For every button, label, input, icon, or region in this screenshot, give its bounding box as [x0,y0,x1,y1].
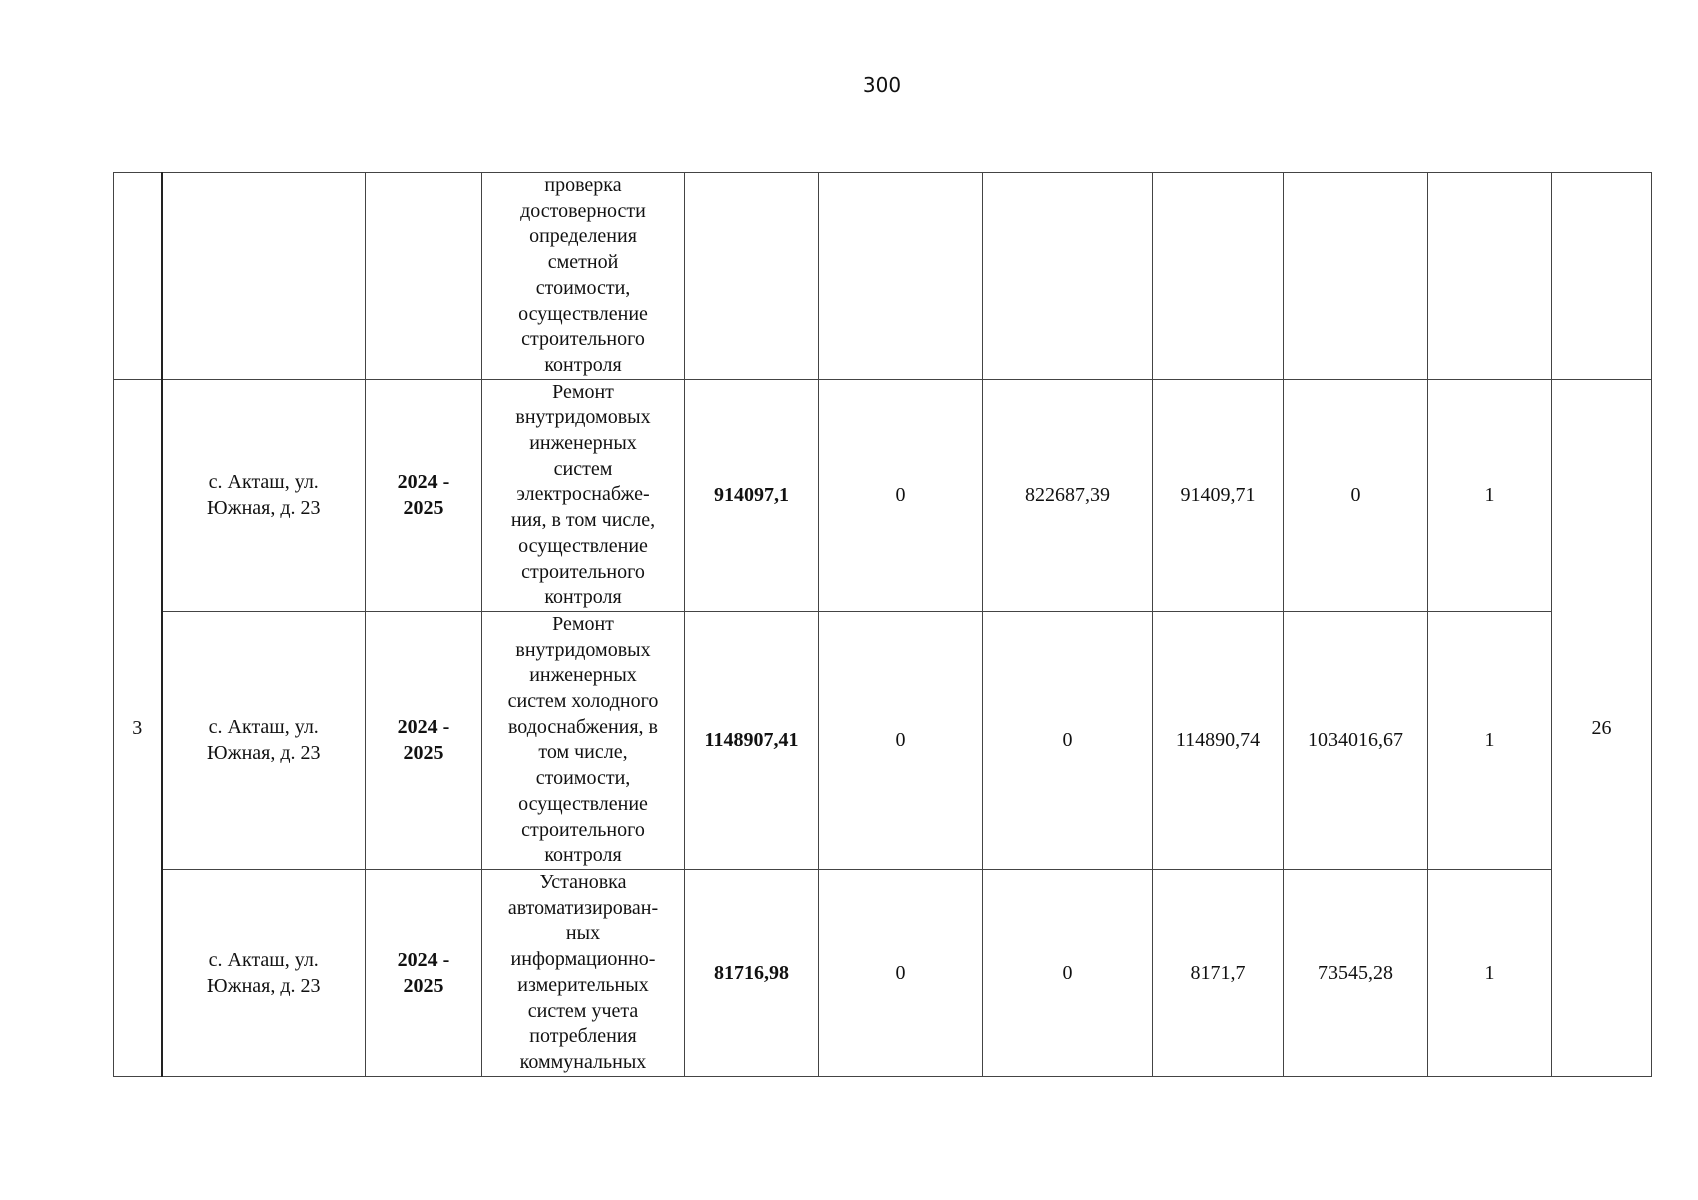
index-cell-empty [114,173,162,380]
col9-cell: 1 [1428,611,1552,869]
col6-cell: 822687,39 [983,379,1153,611]
period-cell: 2024 - 2025 [366,379,482,611]
total-cell-empty [1552,173,1652,380]
col9-cell: 1 [1428,379,1552,611]
address-cell-empty [162,173,366,380]
description-cell: Ремонт внутридомовых инженерных систем электроснабже- ния, в том числе, осуществление строительного контроля [482,379,685,611]
col9-cell-empty [1428,173,1552,380]
period-cell: 2024 - 2025 [366,611,482,869]
col7-cell: 91409,71 [1153,379,1284,611]
address-cell: с. Акташ, ул. Южная, д. 23 [162,869,366,1076]
row-index: 3 [114,379,162,1076]
table-row [114,611,1652,869]
period-cell: 2024 - 2025 [366,869,482,1076]
period-cell-empty [366,173,482,380]
description-text: проверка достоверности определения сметной стоимости, осуществление строительного контроля [518,174,648,376]
table-row [114,869,1652,1076]
program-table [113,172,1652,1077]
col7-cell: 114890,74 [1153,611,1284,869]
col8-cell: 1034016,67 [1284,611,1428,869]
amount-cell: 1148907,41 [685,611,819,869]
col6-cell: 0 [983,869,1153,1076]
col5-cell: 0 [819,611,983,869]
amount-cell: 81716,98 [685,869,819,1076]
col7-cell-empty [1153,173,1284,380]
col9-cell: 1 [1428,869,1552,1076]
description-cell: Ремонт внутридомовых инженерных систем холодного водоснабжения, в том числе, стоимости, осуществление строительного контроля [482,611,685,869]
amount-cell: 914097,1 [685,379,819,611]
col5-cell: 0 [819,379,983,611]
col7-cell: 8171,7 [1153,869,1284,1076]
col6-cell-empty [983,173,1153,380]
col6-cell: 0 [983,611,1153,869]
description-cell: Установка автоматизирован- ных информационно- измерительных систем учета потребления коммунальных [482,869,685,1076]
col5-cell-empty [819,173,983,380]
col8-cell: 0 [1284,379,1428,611]
table-row [114,379,1652,611]
col5-cell: 0 [819,869,983,1076]
address-cell: с. Акташ, ул. Южная, д. 23 [162,611,366,869]
page-number: 300 [862,73,902,97]
total-cell: 26 [1552,379,1652,1076]
col8-cell-empty [1284,173,1428,380]
address-cell: с. Акташ, ул. Южная, д. 23 [162,379,366,611]
col8-cell: 73545,28 [1284,869,1428,1076]
amount-cell-empty [685,173,819,380]
continuation-row [114,173,1652,380]
description-cell [482,173,685,380]
